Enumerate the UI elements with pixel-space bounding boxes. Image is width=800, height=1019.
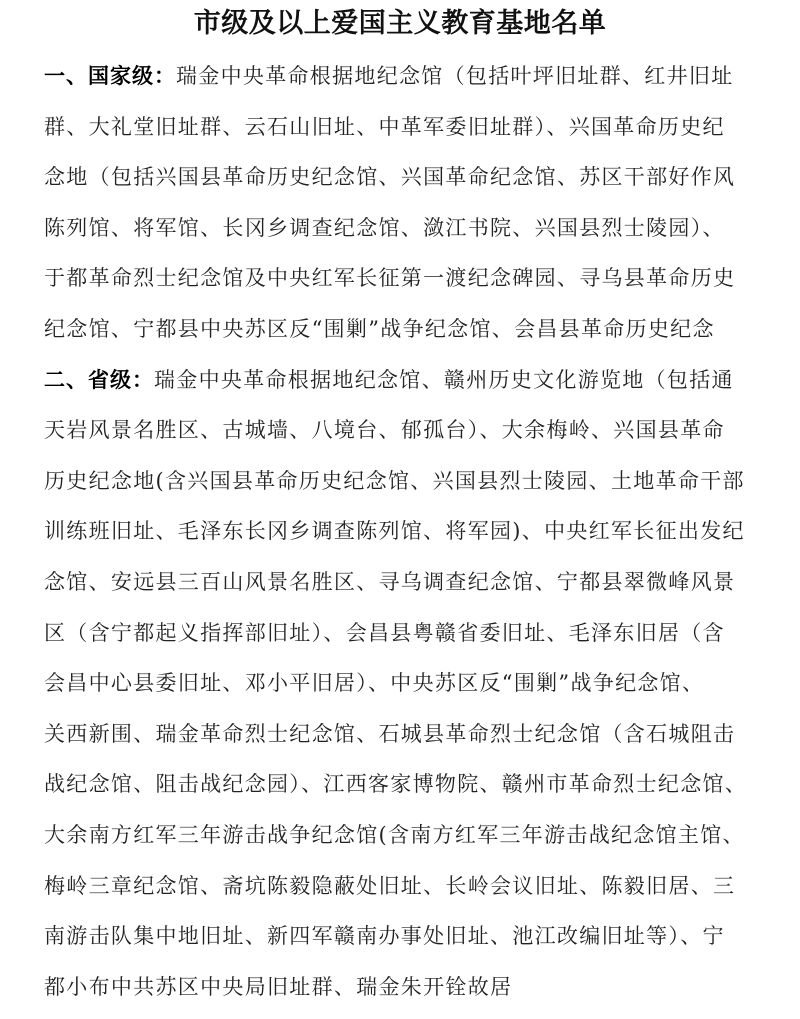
text-line-content: 瑞金中央革命根据地纪念馆（包括叶坪旧址群、红井旧址 (176, 64, 734, 88)
text-line: 念馆、安远县三百山风景名胜区、寻乌调查纪念馆、宁都县翠微峰风景 (44, 569, 736, 594)
text-line: 南游击队集中地旧址、新四军赣南办事处旧址、池江改编旧址等）、宁 (44, 924, 725, 949)
page-title: 市级及以上爱国主义教育基地名单 (193, 8, 607, 39)
document-body (44, 58, 774, 1019)
text-line: 关西新围、瑞金革命烈士纪念馆、石城县革命烈士纪念馆（含石城阻击 (44, 721, 736, 746)
text-line: 陈列馆、将军馆、长冈乡调查纪念馆、潋江书院、兴国县烈士陵园）、 (44, 215, 725, 240)
text-line: 念地（包括兴国县革命历史纪念馆、兴国革命纪念馆、苏区干部好作风 (44, 165, 736, 190)
text-line: 历史纪念地(含兴国县革命历史纪念馆、兴国县烈士陵园、土地革命干部 (44, 468, 745, 493)
text-line-content: 瑞金中央革命根据地纪念馆、赣州历史文化游览地（包括通 (154, 367, 734, 392)
text-line: 大余南方红军三年游击战争纪念馆(含南方红军三年游击战纪念馆主馆、 (44, 822, 745, 847)
text-line: 群、大礼堂旧址群、云石山旧址、中革军委旧址群）、兴国革命历史纪 (44, 114, 725, 139)
text-line (44, 58, 774, 109)
section-heading-national: 一、国家级： (44, 63, 176, 88)
text-line (44, 362, 774, 413)
text-line: 梅岭三章纪念馆、斋坑陈毅隐蔽处旧址、长岭会议旧址、陈毅旧居、三 (44, 873, 736, 898)
text-line: 训练班旧址、毛泽东长冈乡调查陈列馆、将军园)、中央红军长征出发纪 (44, 519, 745, 544)
text-line: 于都革命烈士纪念馆及中央红军长征第一渡纪念碑园、寻乌县革命历史 (44, 266, 736, 291)
text-line: 战纪念馆、阻击战纪念园）、江西客家博物院、赣州市革命烈士纪念馆、 (44, 772, 748, 797)
text-line: 天岩风景名胜区、古城墙、八境台、郁孤台）、大余梅岭、兴国县革命 (44, 418, 725, 443)
text-line: 区（含宁都起义指挥部旧址）、会昌县粤赣省委旧址、毛泽东旧居（含 (44, 620, 725, 645)
section-heading-provincial: 二、省级： (44, 366, 154, 392)
text-line: 会昌中心县委旧址、邓小平旧居）、中央苏区反“围剿”战争纪念馆、 (44, 671, 705, 696)
text-line: 纪念馆、宁都县中央苏区反“围剿”战争纪念馆、会昌县革命历史纪念 (44, 316, 715, 341)
text-line: 都小布中共苏区中央局旧址群、瑞金朱开铨故居 (44, 974, 513, 999)
